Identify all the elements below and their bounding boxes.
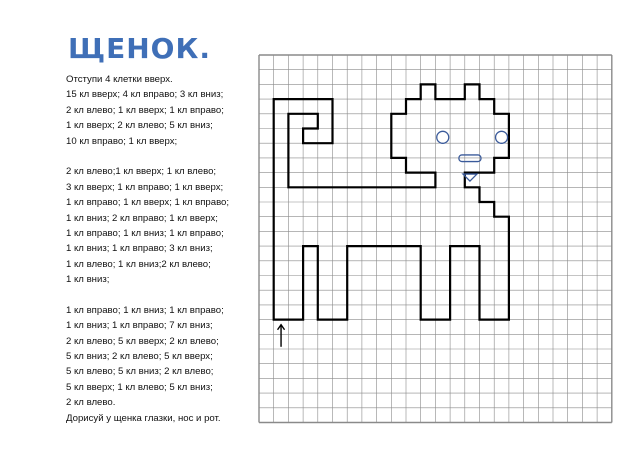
instruction-line: 5 кл влево; 5 кл вниз; 2 кл влево; [66,366,214,378]
page-title: ЩЕНОК. [68,32,212,65]
up-arrow-icon [278,325,285,347]
instruction-line: 1 кл вправо; 1 кл вверх; 1 кл вправо; [66,197,230,209]
instruction-line: 10 кл вправо; 1 кл вверх; [66,135,178,147]
instruction-line: 1 кл вниз; [66,274,110,286]
mouth [459,155,481,162]
instruction-line: 1 кл вправо; 1 кл вниз; 1 кл вправо; [66,227,224,239]
instruction-line: Отступи 4 клетки вверх. [66,74,173,85]
instruction-line: 1 кл вверх; 2 кл влево; 5 кл вниз; [66,120,213,132]
instruction-line: 1 кл вправо; 1 кл вниз; 1 кл вправо; [66,304,224,316]
instruction-line: 2 кл влево. [66,397,116,409]
grid-lines [259,55,612,423]
instruction-footer: Дорисуй у щенка глазки, нос и рот. [66,412,221,424]
instruction-line: 2 кл влево;1 кл вверх; 1 кл влево; [66,166,217,178]
instruction-line: 1 кл вниз; 2 кл вправо; 1 кл вверх; [66,212,218,224]
puppy-face [437,131,508,181]
instruction-line: 2 кл влево; 1 кл вверх; 1 кл вправо; [66,104,224,116]
instruction-line: 1 кл влево; 1 кл вниз;2 кл влево; [66,258,211,270]
instruction-line: 5 кл вниз; 2 кл влево; 5 кл вверх; [66,351,213,363]
instruction-line: 3 кл вверх; 1 кл вправо; 1 кл вверх; [66,181,224,193]
left-eye [437,131,449,143]
instruction-line: 5 кл вверх; 1 кл влево; 5 кл вниз; [66,381,213,393]
instruction-line: 15 кл вверх; 4 кл вправо; 3 кл вниз; [66,89,224,101]
instruction-line: 1 кл вниз; 1 кл вправо; 3 кл вниз; [66,243,213,255]
instruction-line: 1 кл вниз; 1 кл вправо; 7 кл вниз; [66,320,213,332]
right-eye [496,131,508,143]
instruction-line: 2 кл влево; 5 кл вверх; 2 кл влево; [66,335,219,347]
